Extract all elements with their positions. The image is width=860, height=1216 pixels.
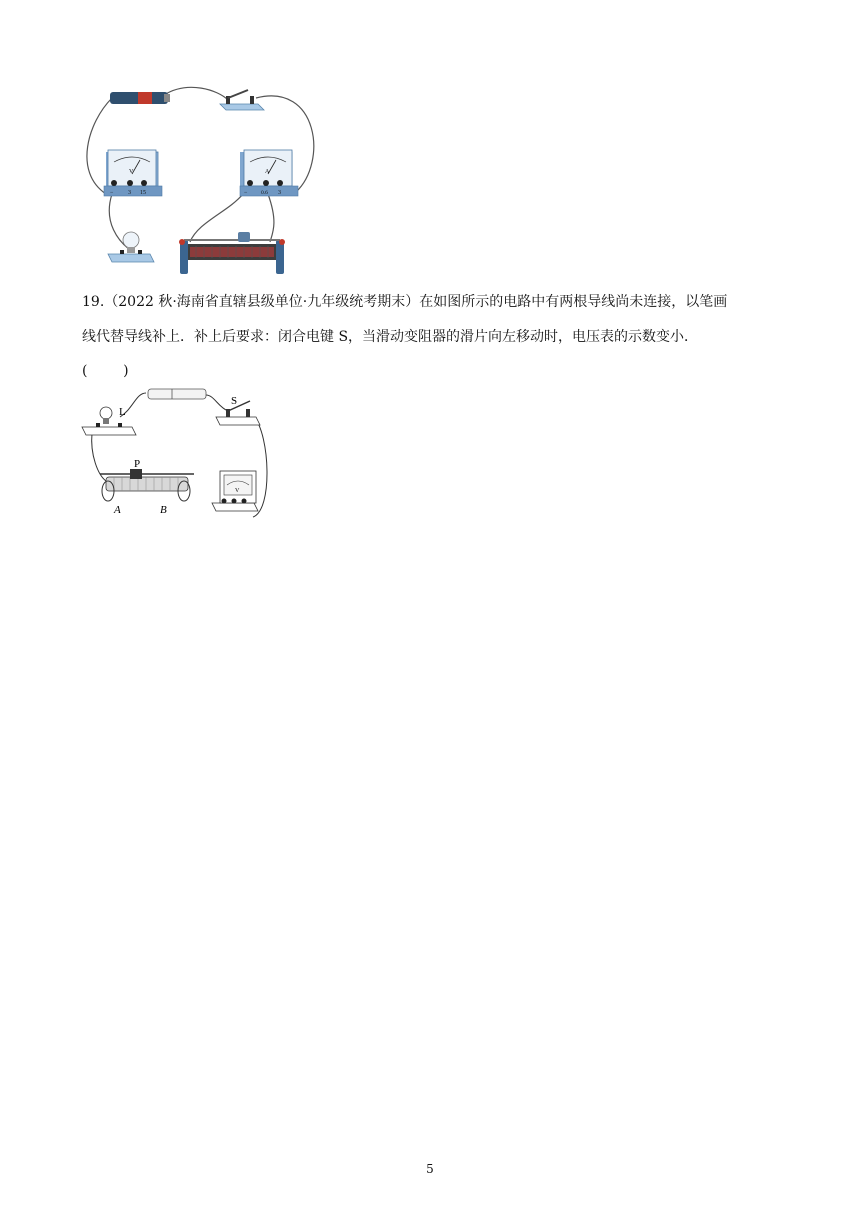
slider-label: P: [134, 458, 141, 470]
voltmeter-letter: V: [129, 169, 134, 175]
circuit-figure-1: [78, 82, 333, 282]
voltmeter-terminal-15: 15: [140, 190, 146, 196]
ammeter-terminal-3: 3: [278, 190, 281, 196]
ammeter-terminal-06: 0.6: [261, 190, 268, 196]
switch-icon: [220, 90, 264, 110]
voltmeter-terminal-neg: −: [110, 190, 114, 196]
terminal-b-label: B: [160, 504, 167, 516]
voltmeter-terminal-3: 3: [128, 190, 131, 196]
rheostat-icon: [179, 232, 285, 274]
question-line-1: [82, 293, 802, 311]
switch-icon: [216, 395, 260, 425]
meter-letter: V: [235, 488, 240, 494]
voltmeter-icon: [212, 471, 258, 511]
question-number: 19.: [82, 294, 105, 310]
lamp-label: L: [119, 406, 126, 418]
switch-label: S: [231, 395, 238, 407]
battery-icon: [148, 389, 206, 399]
question-source: （2022 秋·海南省直辖县级单位·九年级统考期末）: [104, 294, 420, 310]
question-text-part-1: 在如图所示的电路中有两根导线尚未连接，以笔画: [419, 294, 728, 310]
lamp-icon: [108, 232, 154, 262]
ammeter-terminal-neg: −: [244, 190, 248, 196]
answer-blank: ( ): [82, 363, 129, 379]
ammeter-icon: [240, 150, 298, 196]
voltmeter-icon: [104, 150, 162, 196]
battery-icon: [110, 92, 170, 104]
ammeter-letter: A: [265, 169, 270, 175]
circuit-figure-2: [78, 385, 273, 520]
question-line-2: 线代替导线补上．补上后要求：闭合电键 S，当滑动变阻器的滑片向左移动时，电压表的示数变小．: [82, 329, 699, 345]
rheostat-icon: [100, 458, 194, 516]
page-number: 5: [426, 1162, 434, 1176]
terminal-a-label: A: [114, 504, 121, 516]
